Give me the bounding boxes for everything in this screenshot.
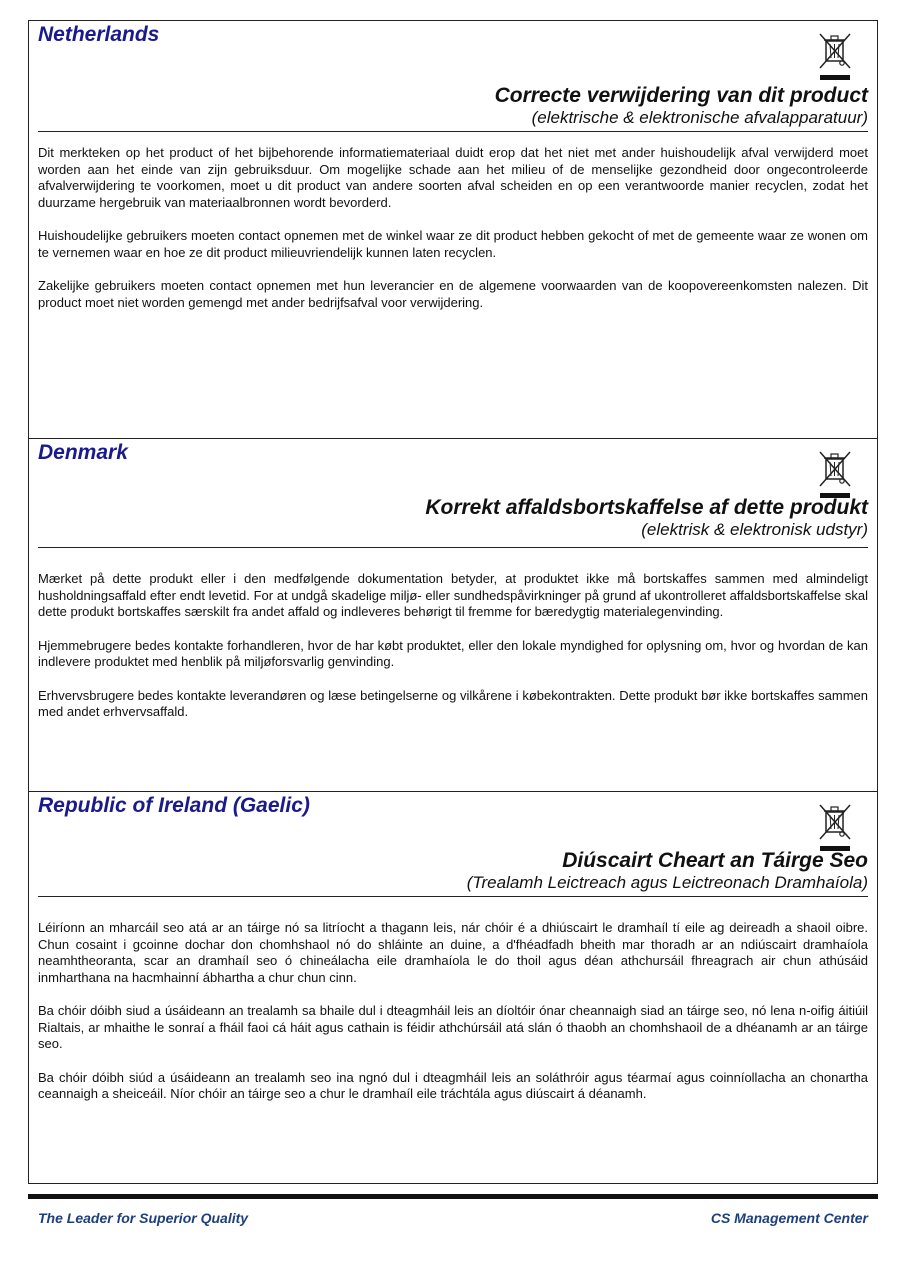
- section-body: [38, 571, 868, 738]
- footer-tagline: The Leader for Superior Quality: [38, 1210, 249, 1226]
- paragraph: Erhvervsbrugere bedes kontakte leverandøren og læse betingelserne og vilkårene i købekontrakten. Dette produkt bør ikke bortskaffes sammen med andet erhvervsaffald.: [38, 687, 868, 719]
- section-title: Korrekt affaldsbortskaffelse af dette produkt: [425, 496, 868, 519]
- section-body: [38, 145, 868, 328]
- paragraph: Léiríonn an mharcáil seo atá ar an táirge nó sa litríocht a thagann leis, nár chóir é a dhiúscairt le dramhaíl tí eile ag deireadh a shaoil oibre. Chun cosaint i gcoinne dochar don chomhshaol nó do shláinte an duine, a d'fhéadfadh bheith mar thoradh ar an ndiúscairt dramhaíola neamhtheoranta, scar an dramhaíl seo ó chineálacha eile dramhaíola le do thoil agus déan athchursáil fhreagrach air chun athúsáid inmharthana na hacmhainní ábhartha a chur chun cinn.: [38, 920, 868, 985]
- section-body: [38, 920, 868, 1120]
- paragraph: Dit merkteken op het product of het bijbehorende informatiemateriaal duidt erop dat het niet met ander huishoudelijk afval verwijderd moet worden aan het einde van zijn gebruiksduur. Om mogelijke schade aan het milieu of de menselijke gezondheid door ongecontroleerde afvalverwijdering te voorkomen, moet u dit product van andere soorten afval scheiden en op een verantwoorde manier recyclen, zodat het duurzame hergebruik van materiaalbronnen wordt bevorderd.: [38, 145, 868, 210]
- crossed-out-wheelie-bin-icon: [815, 29, 855, 83]
- section-subtitle: (elektrische & elektronische afvalapparatuur): [531, 108, 868, 127]
- paragraph: Hjemmebrugere bedes kontakte forhandleren, hvor de har købt produktet, eller den lokale myndighed for oplysning om, hvor og hvordan de kan indlevere produktet med henblik på miljøforsvarlig genvinding.: [38, 637, 868, 669]
- heading-rule: [38, 547, 868, 548]
- section-ireland: [29, 792, 877, 1183]
- paragraph: Ba chóir dóibh siud a úsáideann an trealamh sa bhaile dul i dteagmháil leis an díoltóir ónar cheannaigh siad an táirge seo, nó lena n-oifig áitiúil Rialtais, ar mhaithe le sonraí a fháil faoi cá háit agus cathain is féidir athchúrsáil atá slán ó thaobh an chomhshaoil de a dhéanamh ar an táirge seo.: [38, 1003, 868, 1051]
- footer-department: CS Management Center: [710, 1210, 868, 1226]
- section-subtitle: (elektrisk & elektronisk udstyr): [641, 520, 868, 539]
- crossed-out-wheelie-bin-icon: [815, 800, 855, 854]
- section-title: Correcte verwijdering van dit product: [494, 84, 868, 107]
- section-subtitle: (Trealamh Leictreach agus Leictreonach Dramhaíola): [466, 873, 868, 892]
- heading-block: [38, 495, 868, 540]
- paragraph: Huishoudelijke gebruikers moeten contact opnemen met de winkel waar ze dit product hebben gekocht of met de gemeente waar ze wonen om te vernemen waar en hoe ze dit product milieuvriendelijk kunnen laten recyclen.: [38, 228, 868, 260]
- heading-block: [38, 848, 868, 893]
- paragraph: Zakelijke gebruikers moeten contact opnemen met hun leverancier en de algemene voorwaarden van de koopovereenkomsten nalezen. Dit product moet niet worden gemengd met ander bedrijfsafval voor verwijdering.: [38, 278, 868, 310]
- document-frame: [28, 20, 878, 1184]
- footer-rule: [28, 1194, 878, 1199]
- heading-rule: [38, 896, 868, 897]
- crossed-out-wheelie-bin-icon: [815, 447, 855, 501]
- paragraph: Mærket på dette produkt eller i den medfølgende dokumentation betyder, at produktet ikke må bortskaffes sammen med almindeligt husholdningsaffald efter endt levetid. For at undgå skadelige miljø- eller sundhedspåvirkninger på grund af ukontrolleret affaldsbortskaffelse skal dette produkt bortskaffes særskilt fra andet affald og indleveres behørigt til fremme for bæredygtig materialegenvinding.: [38, 571, 868, 619]
- country-heading: Netherlands: [38, 23, 160, 46]
- paragraph: Ba chóir dóibh siúd a úsáideann an trealamh seo ina ngnó dul i dteagmháil leis an soláthróir agus téarmaí agus coinníollacha an chonartha ceannaigh a sheiceáil. Níor chóir an táirge seo a chur le dramhaíl eile tráchtála agus diúscairt á déanamh.: [38, 1069, 868, 1101]
- section-netherlands: [29, 21, 877, 439]
- country-heading: Denmark: [38, 441, 128, 464]
- heading-block: [38, 83, 868, 128]
- country-heading: Republic of Ireland (Gaelic): [38, 794, 310, 817]
- heading-rule: [38, 131, 868, 132]
- section-denmark: [29, 439, 877, 792]
- section-title: Diúscairt Cheart an Táirge Seo: [562, 849, 868, 872]
